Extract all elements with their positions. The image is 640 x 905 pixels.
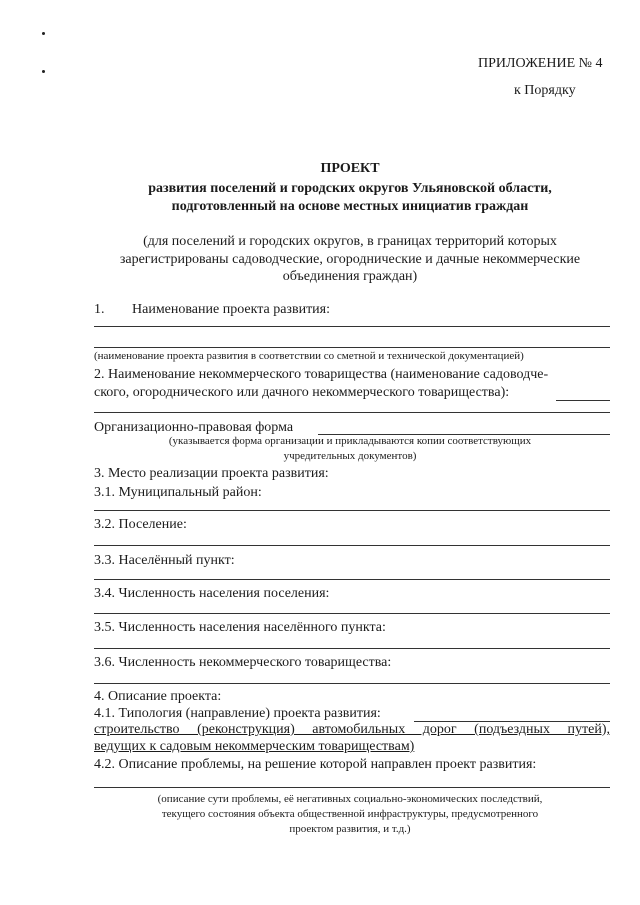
item-4-2-caption-2: текущего состояния объекта общественной инфраструктуры, предусмотренного (161, 808, 539, 820)
item-3-1-label: 3.1. Муниципальный район: (94, 485, 262, 500)
item-4-1-value-line-1: строительство (реконструкция) автомобильных дорог (подъездных путей), (94, 722, 610, 737)
item-4-heading: 4. Описание проекта: (94, 689, 222, 704)
item-4-2-label: 4.2. Описание проблемы, на решение которой направлен проект развития: (94, 757, 537, 772)
doc-subtitle-line-1: развития поселений и городских округов Ульяновской области, (148, 181, 552, 196)
scan-dot-icon (42, 70, 45, 73)
item-3-5-label: 3.5. Численность населения населённого пункта: (94, 620, 386, 635)
item-3-heading: 3. Место реализации проекта развития: (94, 466, 329, 481)
item-2-line-1: 2. Наименование некоммерческого товарищества (наименование садоводче- (94, 367, 549, 382)
scope-note-line-3: объединения граждан) (282, 269, 418, 284)
org-form-caption-1: (указывается форма организации и прикладываются копии соответствующих (168, 435, 532, 447)
item-1-fill-line[interactable] (94, 347, 610, 348)
doc-subtitle-line-2: подготовленный на основе местных инициатив граждан (171, 199, 529, 214)
item-4-1-value-line-2: ведущих к садовым некоммерческим товариществам) (94, 739, 415, 754)
item-4-2-caption-3: проектом развития, и т.д.) (289, 823, 411, 835)
item-3-4-fill-line[interactable] (94, 613, 610, 614)
item-3-5-fill-line[interactable] (94, 648, 610, 649)
doc-title: ПРОЕКТ (320, 161, 380, 176)
item-3-3-label: 3.3. Населённый пункт: (94, 553, 235, 568)
item-3-6-fill-line[interactable] (94, 683, 610, 684)
scope-note-line-2: зарегистрированы садоводческие, огороднические и дачные некоммерческие (119, 252, 581, 267)
item-3-1-fill-line[interactable] (94, 510, 610, 511)
appendix-number: ПРИЛОЖЕНИЕ № 4 (478, 56, 603, 71)
item-1-caption: (наименование проекта развития в соответствии со сметной и технической документацией) (94, 350, 524, 362)
item-1-label: Наименование проекта развития: (132, 302, 331, 317)
item-1-fill-line[interactable] (94, 326, 610, 327)
item-2-fill-line[interactable] (94, 412, 610, 413)
item-3-6-label: 3.6. Численность некоммерческого товарищества: (94, 655, 392, 670)
item-2-line-2: ского, огороднического или дачного некоммерческого товарищества): (94, 385, 510, 400)
org-form-label: Организационно-правовая форма (94, 420, 294, 435)
item-2-fill-line[interactable] (556, 400, 610, 401)
item-3-3-fill-line[interactable] (94, 579, 610, 580)
item-3-2-label: 3.2. Поселение: (94, 517, 187, 532)
item-1-number: 1. (94, 302, 105, 317)
item-4-2-fill-line[interactable] (94, 787, 610, 788)
scan-dot-icon (42, 32, 45, 35)
item-4-2-caption-1: (описание сути проблемы, её негативных социально-экономических последствий, (157, 793, 543, 805)
org-form-caption-2: учредительных документов) (283, 450, 417, 462)
to-order-label: к Порядку (514, 83, 576, 98)
scope-note-line-1: (для поселений и городских округов, в границах территорий которых (143, 234, 557, 249)
item-3-4-label: 3.4. Численность населения поселения: (94, 586, 330, 601)
item-4-1-label: 4.1. Типология (направление) проекта развития: (94, 706, 381, 721)
item-3-2-fill-line[interactable] (94, 545, 610, 546)
